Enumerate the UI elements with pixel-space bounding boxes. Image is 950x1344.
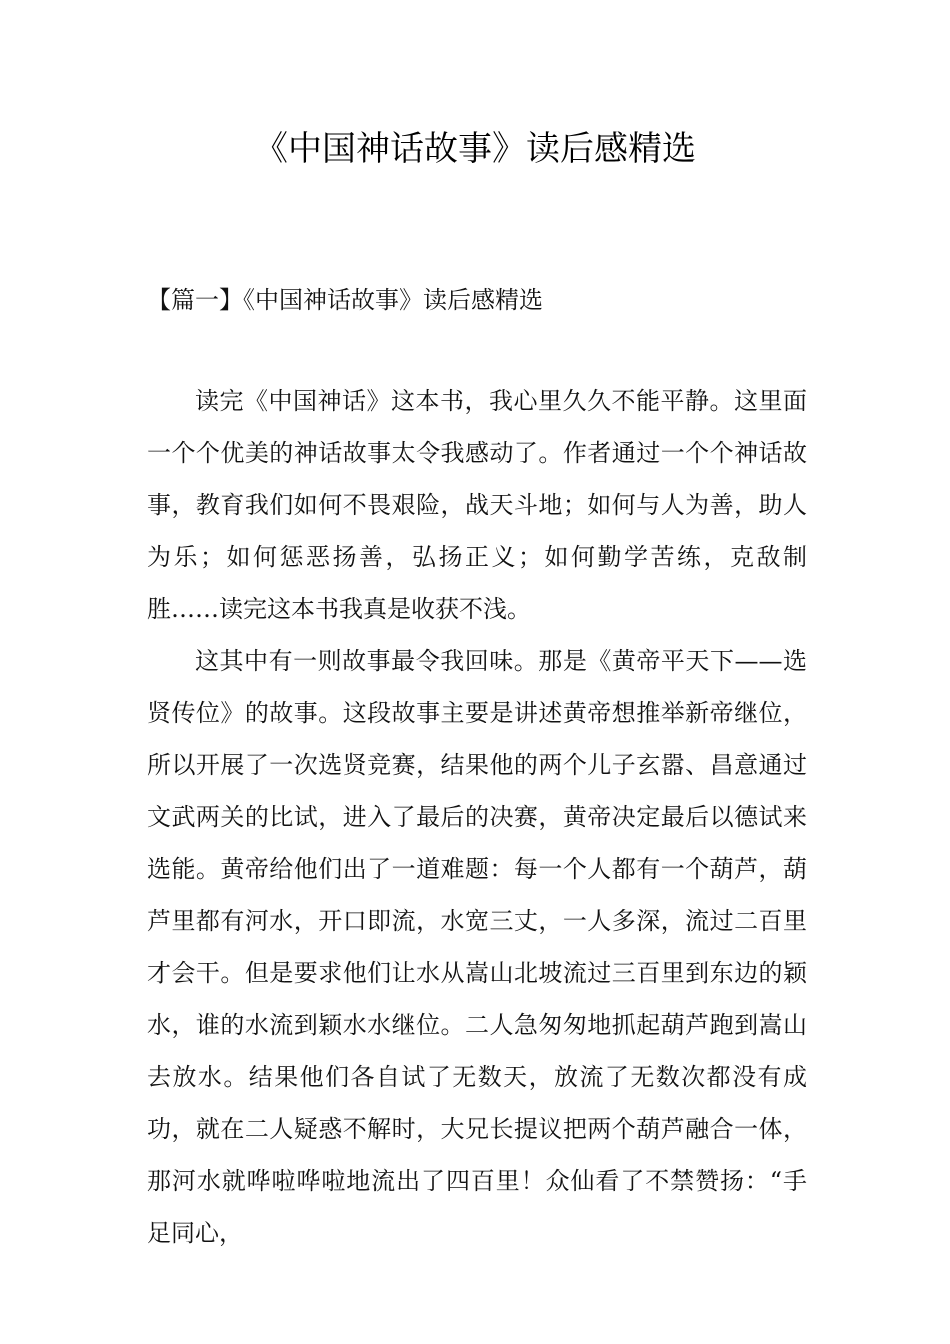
paragraph: 读完《中国神话》这本书，我心里久久不能平静。这里面一个个优美的神话故事太令我感动了。作者通过一个个神话故事，教育我们如何不畏艰险，战天斗地；如何与人为善，助人为乐；如何惩恶扬善，弘扬正义；如何勤学苦练，克敌制胜……读完这本书我真是收获不浅。 <box>147 387 807 623</box>
section-heading: 【篇一】《中国神话故事》读后感精选 <box>147 286 543 314</box>
document-title: 《中国神话故事》读后感精选 <box>254 129 696 169</box>
body-text <box>147 375 807 1259</box>
paragraph: 这其中有一则故事最令我回味。那是《黄帝平天下——选贤传位》的故事。这段故事主要是讲述黄帝想推举新帝继位，所以开展了一次选贤竞赛，结果他的两个儿子玄嚣、昌意通过文武两关的比试，进入了最后的决赛，黄帝决定最后以德试来选能。黄帝给他们出了一道难题：每一个人都有一个葫芦，葫芦里都有河水，开口即流，水宽三丈，一人多深，流过二百里才会干。但是要求他们让水从嵩山北坡流过三百里到东边的颖水，谁的水流到颖水水继位。二人急匆匆地抓起葫芦跑到嵩山去放水。结果他们各自试了无数天，放流了无数次都没有成功，就在二人疑惑不解时，大兄长提议把两个葫芦融合一体，那河水就哗啦哗啦地流出了四百里！众仙看了不禁赞扬：“手足同心， <box>147 647 807 1247</box>
